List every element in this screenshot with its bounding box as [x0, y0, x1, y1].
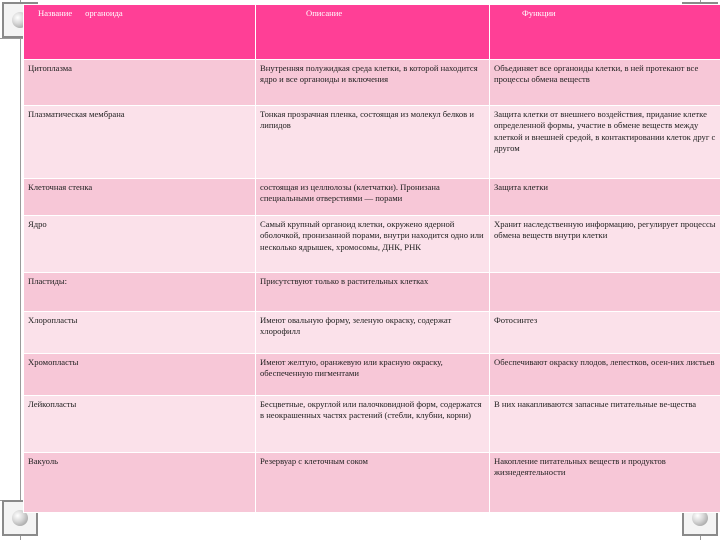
function-cell: В них накапливаются запасные питательные ве-щества: [490, 396, 720, 453]
header-function: Функции: [490, 5, 720, 60]
description-cell: Имеют овальную форму, зеленую окраску, содержат хлорофилл: [256, 312, 490, 354]
header-organelle-name: Название органоида: [24, 5, 256, 60]
table-row: [24, 312, 720, 354]
table-row: [24, 106, 720, 179]
organelle-name-cell: Плазматическая мембрана: [24, 106, 256, 179]
description-cell: Имеют желтую, оранжевую или красную окраску, обеспеченную пигментами: [256, 354, 490, 396]
table-row: [24, 216, 720, 273]
table-row: [24, 354, 720, 396]
function-cell: Хранит наследственную информацию, регулирует процессы обмена веществ внутри клетки: [490, 216, 720, 273]
function-cell: Фотосинтез: [490, 312, 720, 354]
organelle-name-cell: Клеточная стенка: [24, 179, 256, 216]
table-row: [24, 60, 720, 106]
table-header-row: [24, 5, 720, 60]
function-cell: Защита клетки от внешнего воздействия, придание клетке определенной формы, участие в обмене веществ между клеткой и внешней средой, в контактировании клеток друг с другом: [490, 106, 720, 179]
description-cell: Самый крупный органоид клетки, окружено ядерной оболочкой, пронизанной порами, внутри находится одно или несколько ядрышек, хромосомы, ДНК, РНК: [256, 216, 490, 273]
description-cell: состоящая из целлюлозы (клетчатки). Пронизана специальными отверстиями — порами: [256, 179, 490, 216]
frame-line-left: [20, 0, 21, 540]
organelle-name-cell: Пластиды:: [24, 273, 256, 312]
organelle-name-cell: Хромопласты: [24, 354, 256, 396]
description-cell: Резервуар с клеточным соком: [256, 453, 490, 513]
organelle-name-cell: Хлоропласты: [24, 312, 256, 354]
organelle-name-cell: Цитоплазма: [24, 60, 256, 106]
function-cell: Обеспечивают окраску плодов, лепестков, осен-них листьев: [490, 354, 720, 396]
table-row: [24, 179, 720, 216]
description-cell: Бесцветные, округлой или палочковидной форм, содержатся в неокрашенных частях растений (стебли, клубни, корни): [256, 396, 490, 453]
description-cell: Тонкая прозрачная пленка, состоящая из молекул белков и липидов: [256, 106, 490, 179]
organelle-name-cell: Вакуоль: [24, 453, 256, 513]
description-cell: Присутствуют только в растительных клетках: [256, 273, 490, 312]
function-cell: Защита клетки: [490, 179, 720, 216]
function-cell: [490, 273, 720, 312]
organelles-table: [23, 4, 720, 513]
function-cell: Накопление питательных веществ и продуктов жизнедеятельности: [490, 453, 720, 513]
table-row: [24, 396, 720, 453]
table-row: [24, 453, 720, 513]
table-row: [24, 273, 720, 312]
function-cell: Объединяет все органоиды клетки, в ней протекают все процессы обмена веществ: [490, 60, 720, 106]
description-cell: Внутренняя полужидкая среда клетки, в которой находится ядро и все органоиды и включения: [256, 60, 490, 106]
header-description: Описание: [256, 5, 490, 60]
organelle-name-cell: Ядро: [24, 216, 256, 273]
organelle-name-cell: Лейкопласты: [24, 396, 256, 453]
